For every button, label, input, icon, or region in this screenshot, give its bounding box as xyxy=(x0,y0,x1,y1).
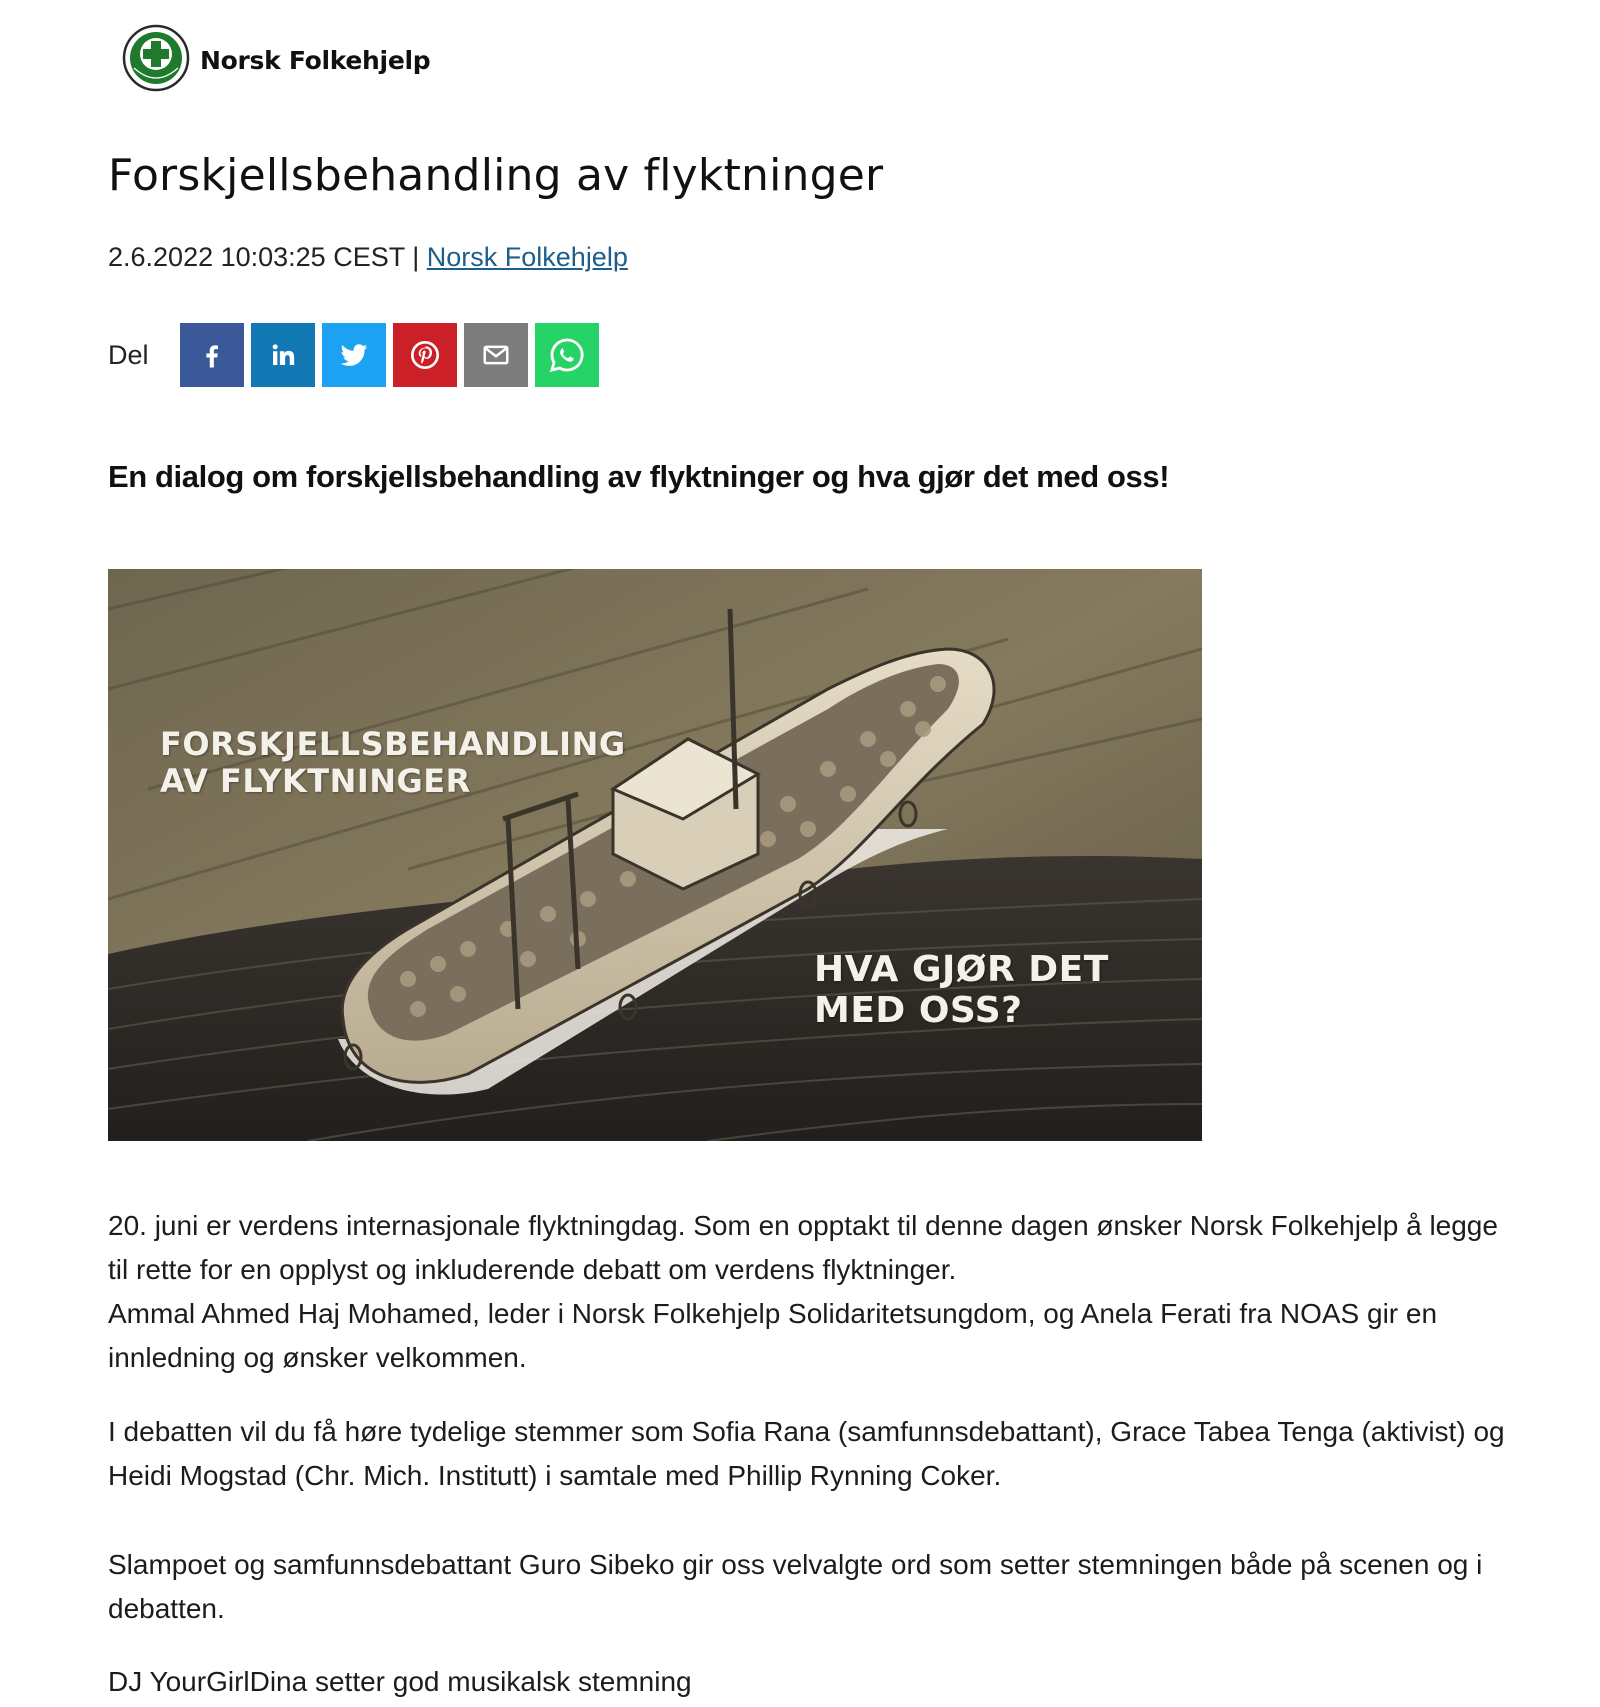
brand-name: Norsk Folkehjelp xyxy=(200,45,431,75)
share-facebook-button[interactable] xyxy=(180,323,244,387)
body-paragraph: Slampoet og samfunnsdebattant Guro Sibeko gir oss velvalgte ord som setter stemningen både på scenen og i debatten. xyxy=(108,1549,1483,1624)
share-bar xyxy=(108,323,606,387)
linkedin-icon xyxy=(268,340,298,370)
hero-image xyxy=(108,569,1202,1141)
share-label: Del xyxy=(108,339,149,370)
brand-logo[interactable] xyxy=(122,25,430,95)
publish-timestamp: 2.6.2022 10:03:25 CEST xyxy=(108,242,405,272)
boat-illustration xyxy=(108,569,1202,1141)
share-linkedin-button[interactable] xyxy=(251,323,315,387)
twitter-icon xyxy=(338,339,370,371)
facebook-icon xyxy=(197,340,227,370)
body-paragraph: I debatten vil du få høre tydelige stemmer som Sofia Rana (samfunnsdebattant), Grace Tabea Tenga (aktivist) og Heidi Mogstad (Chr. Mich. Institutt) i samtale med Phillip Rynning Coker. xyxy=(108,1416,1505,1491)
share-pinterest-button[interactable] xyxy=(393,323,457,387)
body-paragraph: 20. juni er verdens internasjonale flyktningdag. Som en opptakt til denne dagen ønsker Norsk Folkehjelp å legge til rette for en opplyst og inkluderende debatt om verdens flyktninger. xyxy=(108,1210,1498,1285)
whatsapp-icon xyxy=(547,335,587,375)
hero-headline-bottom: HVA GJØR DET MED OSS? xyxy=(814,949,1109,1032)
share-email-button[interactable] xyxy=(464,323,528,387)
cross-in-circle-icon xyxy=(122,24,190,97)
page-title: Forskjellsbehandling av flyktninger xyxy=(108,150,884,201)
article-lead: En dialog om forskjellsbehandling av flyktninger og hva gjør det med oss! xyxy=(108,459,1170,494)
article-meta xyxy=(108,242,628,273)
share-twitter-button[interactable] xyxy=(322,323,386,387)
meta-separator: | xyxy=(404,242,427,272)
body-paragraph: DJ YourGirlDina setter god musikalsk stemning xyxy=(108,1666,692,1697)
pinterest-icon xyxy=(409,339,441,371)
body-paragraph: Ammal Ahmed Haj Mohamed, leder i Norsk Folkehjelp Solidaritetsungdom, og Anela Ferati fra NOAS gir en innledning og ønsker velkommen. xyxy=(108,1298,1438,1373)
source-link[interactable]: Norsk Folkehjelp xyxy=(426,242,628,272)
share-whatsapp-button[interactable] xyxy=(535,323,599,387)
hero-headline-top: FORSKJELLSBEHANDLING AV FLYKTNINGER xyxy=(160,725,626,800)
mail-icon xyxy=(481,340,511,370)
